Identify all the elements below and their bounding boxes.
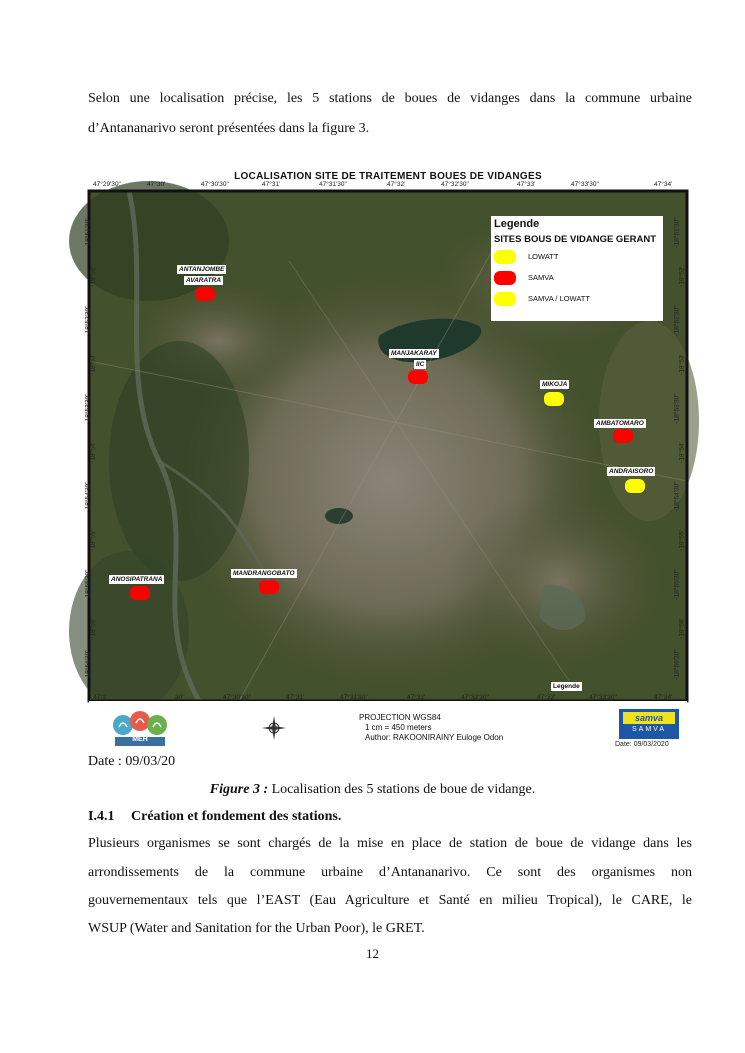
meh-logo — [111, 705, 169, 747]
section-number: I.4.1 — [88, 809, 115, 824]
samva-logo-script: samva — [623, 712, 675, 724]
left-coord: -18°54'30" — [84, 481, 92, 512]
map-date: Date: 09/03/2020 — [615, 741, 669, 748]
site-marker-ambatomaro — [613, 429, 633, 443]
top-coord: 47°30'30" — [201, 181, 229, 188]
site-marker-antanjombe — [195, 287, 215, 301]
top-coord: 47°31' — [262, 181, 281, 188]
samva-logo-text: SAMVA — [632, 726, 666, 733]
site-label-ambatomaro: AMBATOMARO — [596, 420, 644, 427]
section-heading — [88, 809, 341, 825]
right-coord: -18°56'30" — [673, 649, 681, 680]
bottom-coord: 47°32'30" — [461, 694, 489, 701]
left-coord: -18°52'30" — [84, 305, 92, 336]
left-coord: -18°56'30" — [84, 649, 92, 680]
legend-label: SAMVA / LOWATT — [528, 294, 590, 303]
samva-logo — [619, 709, 679, 739]
site-label-mikoja: MIKOJA — [542, 381, 568, 388]
top-coord: 47°33' — [517, 181, 536, 188]
body-line-3: gouvernementaux tels que l’EAST (Eau Agriculture et Santé en milieu Tropical), le CARE, le — [88, 893, 692, 908]
site-label-mandrangobato: MANDRANGOBATO — [233, 570, 295, 577]
right-coord: -18°52' — [678, 266, 686, 287]
bottom-coord: 47°34' — [654, 694, 673, 701]
site-marker-andraisoro — [625, 479, 645, 493]
meh-logo-text: MEH — [132, 736, 148, 743]
site-marker-mandrangobato — [259, 580, 279, 594]
bottom-coord: 30" — [175, 694, 185, 701]
site-marker-anosipatrana — [130, 586, 150, 600]
figure-caption-text: Localisation des 5 stations de boue de vidange. — [268, 782, 536, 797]
top-coord: 47°32'30" — [441, 181, 469, 188]
left-coord: -18°54' — [89, 442, 97, 463]
site-label-avaratra: AVARATRA — [186, 277, 222, 284]
bottom-coord: 47°31'30" — [340, 694, 368, 701]
map-metadata — [359, 713, 503, 743]
bottom-coord: 47°32' — [407, 694, 426, 701]
site-label-antanjombe: ANTANJOMBE — [179, 266, 225, 273]
bottom-coord: 47°31' — [286, 694, 305, 701]
intro-line-2: d’Antananarivo seront présentées dans la figure 3. — [88, 121, 370, 136]
figure-label: Figure 3 : — [209, 782, 269, 797]
date-line: Date : 09/03/20 — [88, 754, 176, 769]
bottom-coord: 47°30'30" — [223, 694, 251, 701]
map-footer — [89, 701, 687, 751]
site-label-iic: IIC — [416, 361, 425, 368]
site-label-andraisoro: ANDRAISORO — [609, 468, 654, 475]
right-coord: -18°56' — [678, 618, 686, 639]
site-marker-manjakaray — [408, 370, 428, 384]
body-line-4: WSUP (Water and Sanitation for the Urban Poor), le GRET. — [88, 921, 425, 936]
right-coord: -18°51'30" — [673, 217, 681, 248]
legend-item — [491, 267, 663, 288]
legend-swatch — [494, 250, 516, 264]
legend-label: SAMVA — [528, 273, 554, 282]
site-label-manjakaray: MANJAKARAY — [391, 350, 437, 357]
compass-rose-icon — [261, 715, 287, 741]
figure-caption — [0, 782, 745, 798]
top-coord: 47°32' — [387, 181, 406, 188]
small-legend-label: Legende — [553, 683, 580, 690]
right-coord: -18°54'30" — [673, 481, 681, 512]
left-coord: -18°56' — [89, 618, 97, 639]
left-coord: -18°53' — [89, 354, 97, 375]
scale-text: 1 cm = 450 meters — [365, 723, 432, 732]
legend-swatch — [494, 292, 516, 306]
bottom-coord: 47°2 — [93, 694, 107, 701]
right-coord: -18°55'30" — [673, 569, 681, 600]
author-text: Author: RAKOONIRAINY Euloge Odon — [365, 733, 504, 742]
site-label-anosipatrana: ANOSIPATRANA — [111, 576, 163, 583]
left-coord: -18°55' — [89, 530, 97, 551]
projection-text: PROJECTION WGS84 — [359, 713, 441, 722]
top-coord: 47°33'30" — [571, 181, 599, 188]
top-coord: 47°34' — [654, 181, 673, 188]
legend-swatch — [494, 271, 516, 285]
left-coord: -18°55'30" — [84, 569, 92, 600]
bottom-coord: 47°33' — [537, 694, 556, 701]
bottom-coord: 47°33'30" — [589, 694, 617, 701]
legend-item — [491, 288, 663, 309]
body-line-2: arrondissements de la commune urbaine d’Antananarivo. Ce sont des organismes non — [88, 865, 692, 880]
page-number: 12 — [366, 946, 379, 961]
body-line-1: Plusieurs organismes se sont chargés de la mise en place de station de boue de vidange dans les — [88, 836, 692, 851]
map-figure — [84, 161, 687, 751]
left-coord: -18°53'30" — [84, 393, 92, 424]
legend-item — [491, 246, 663, 267]
right-coord: -18°52'30" — [673, 305, 681, 336]
left-coord: -18°51'30" — [84, 217, 92, 248]
right-coord: -18°54' — [678, 442, 686, 463]
legend-title: Legende — [494, 218, 540, 230]
right-coord: -18°53' — [678, 354, 686, 375]
left-coord: -18°52' — [89, 266, 97, 287]
top-coord: 47°29'30" — [93, 181, 121, 188]
legend-label: LOWATT — [528, 252, 559, 261]
section-title: Création et fondement des stations. — [131, 809, 342, 824]
top-coord: 47°31'30" — [319, 181, 347, 188]
top-coord: 47°30' — [147, 181, 166, 188]
right-coord: -18°55' — [678, 530, 686, 551]
right-coord: -18°53'30" — [673, 393, 681, 424]
map-legend — [491, 216, 663, 321]
site-marker-mikoja — [544, 392, 564, 406]
intro-line-1: Selon une localisation précise, les 5 stations de boues de vidanges dans la commune urbaine — [88, 91, 692, 106]
map-title: LOCALISATION SITE DE TRAITEMENT BOUES DE VIDANGES — [234, 171, 542, 182]
legend-subtitle: SITES BOUS DE VIDANGE GERANT — [494, 234, 657, 245]
